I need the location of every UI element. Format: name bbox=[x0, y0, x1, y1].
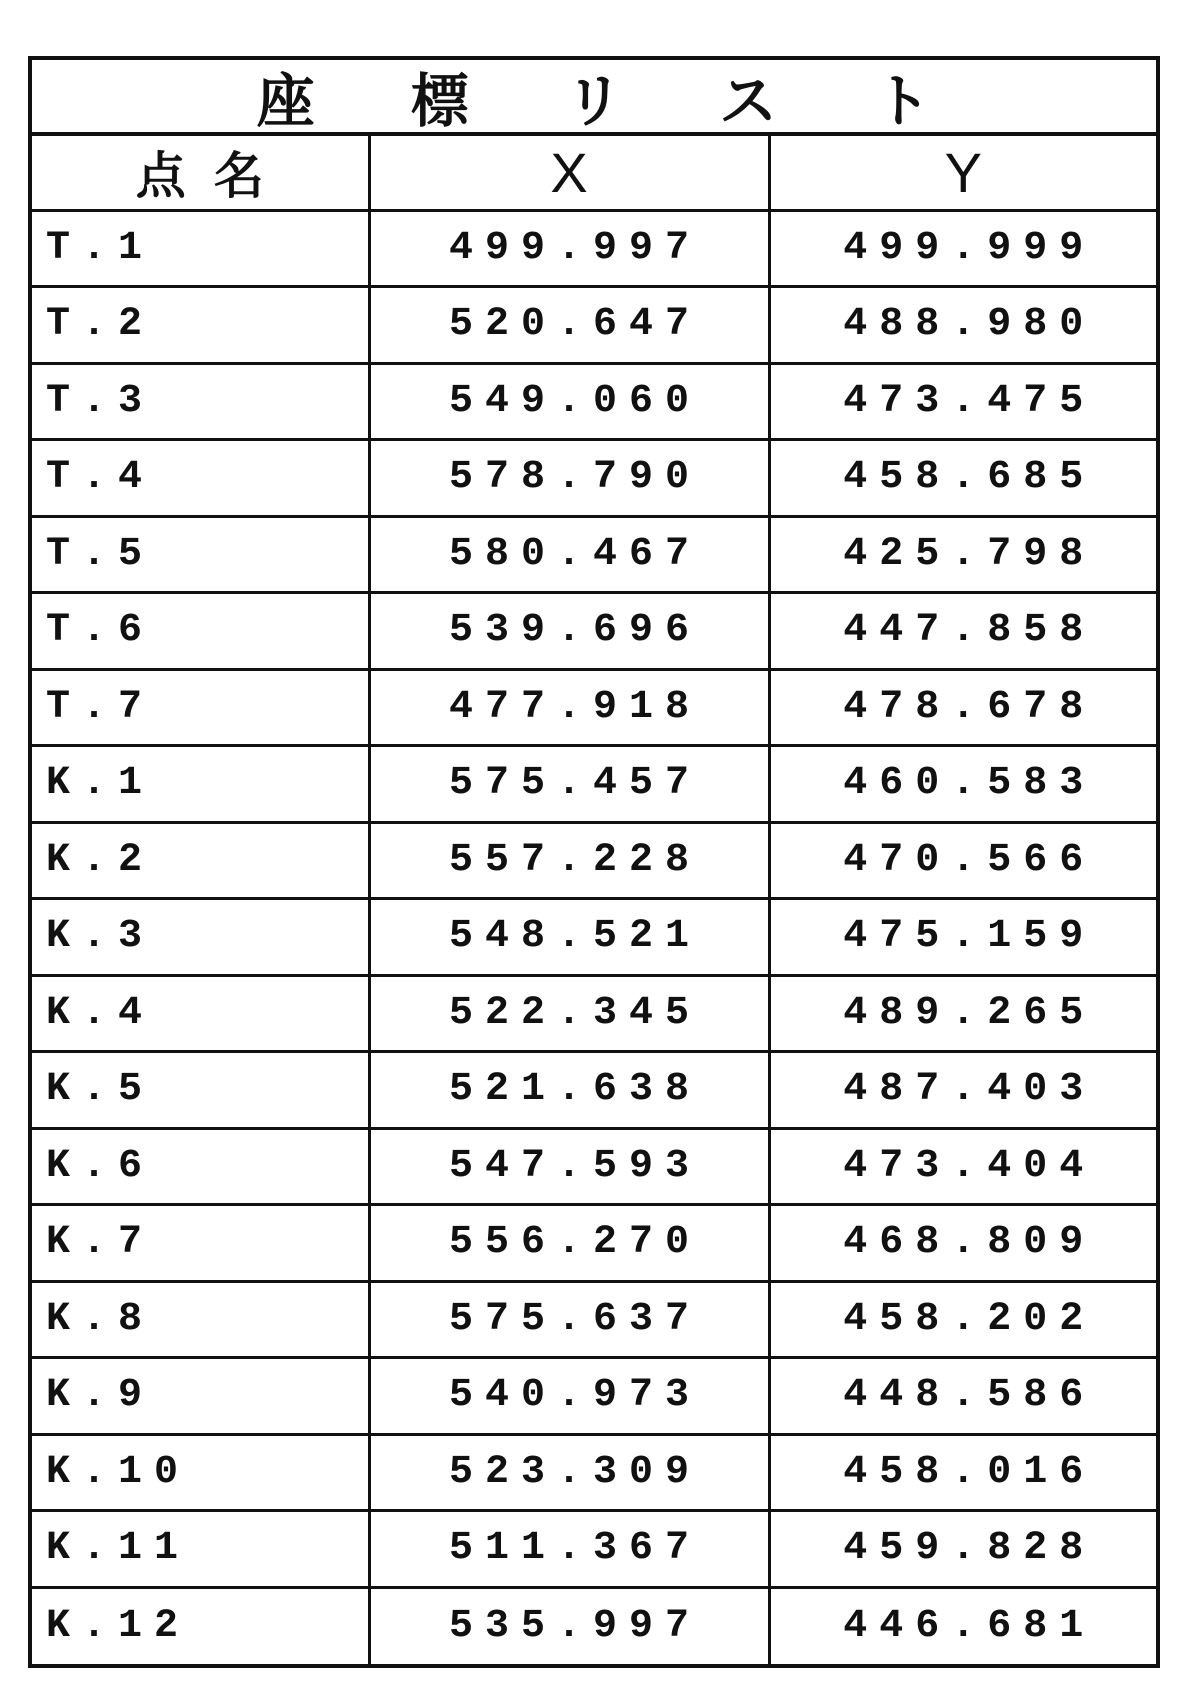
x-coordinate-cell: 557.228 bbox=[369, 822, 769, 899]
table-header bbox=[32, 136, 1156, 210]
header-row bbox=[32, 136, 1156, 210]
x-coordinate-cell: 548.521 bbox=[369, 899, 769, 976]
table-row bbox=[32, 822, 1156, 899]
y-coordinate-cell: 487.403 bbox=[769, 1052, 1156, 1129]
y-coordinate-cell: 468.809 bbox=[769, 1205, 1156, 1282]
point-name-cell: T.6 bbox=[32, 593, 369, 670]
table-row bbox=[32, 899, 1156, 976]
x-coordinate-cell: 539.696 bbox=[369, 593, 769, 670]
point-name-cell: K.10 bbox=[32, 1434, 369, 1511]
header-x: X bbox=[369, 136, 769, 210]
x-coordinate-cell: 580.467 bbox=[369, 516, 769, 593]
table-row bbox=[32, 1587, 1156, 1664]
header-y: Y bbox=[769, 136, 1156, 210]
coordinate-list-table bbox=[28, 56, 1160, 1668]
x-coordinate-cell: 523.309 bbox=[369, 1434, 769, 1511]
x-coordinate-cell: 499.997 bbox=[369, 210, 769, 287]
point-name-cell: T.4 bbox=[32, 440, 369, 517]
y-coordinate-cell: 499.999 bbox=[769, 210, 1156, 287]
point-name-cell: K.2 bbox=[32, 822, 369, 899]
x-coordinate-cell: 547.593 bbox=[369, 1128, 769, 1205]
point-name-cell: T.7 bbox=[32, 669, 369, 746]
y-coordinate-cell: 458.202 bbox=[769, 1281, 1156, 1358]
x-coordinate-cell: 522.345 bbox=[369, 975, 769, 1052]
x-coordinate-cell: 511.367 bbox=[369, 1511, 769, 1588]
x-coordinate-cell: 575.637 bbox=[369, 1281, 769, 1358]
point-name-cell: K.8 bbox=[32, 1281, 369, 1358]
y-coordinate-cell: 473.475 bbox=[769, 363, 1156, 440]
table-row bbox=[32, 287, 1156, 364]
point-name-cell: K.4 bbox=[32, 975, 369, 1052]
x-coordinate-cell: 535.997 bbox=[369, 1587, 769, 1664]
y-coordinate-cell: 459.828 bbox=[769, 1511, 1156, 1588]
y-coordinate-cell: 460.583 bbox=[769, 746, 1156, 823]
y-coordinate-cell: 470.566 bbox=[769, 822, 1156, 899]
coordinate-table bbox=[32, 136, 1156, 1664]
x-coordinate-cell: 556.270 bbox=[369, 1205, 769, 1282]
table-row bbox=[32, 1358, 1156, 1435]
y-coordinate-cell: 475.159 bbox=[769, 899, 1156, 976]
point-name-cell: K.9 bbox=[32, 1358, 369, 1435]
point-name-cell: T.5 bbox=[32, 516, 369, 593]
x-coordinate-cell: 521.638 bbox=[369, 1052, 769, 1129]
y-coordinate-cell: 478.678 bbox=[769, 669, 1156, 746]
point-name-cell: K.12 bbox=[32, 1587, 369, 1664]
point-name-cell: K.7 bbox=[32, 1205, 369, 1282]
point-name-cell: T.1 bbox=[32, 210, 369, 287]
x-coordinate-cell: 575.457 bbox=[369, 746, 769, 823]
point-name-cell: K.11 bbox=[32, 1511, 369, 1588]
table-row bbox=[32, 1052, 1156, 1129]
table-row bbox=[32, 746, 1156, 823]
y-coordinate-cell: 473.404 bbox=[769, 1128, 1156, 1205]
point-name-cell: T.2 bbox=[32, 287, 369, 364]
table-row bbox=[32, 440, 1156, 517]
x-coordinate-cell: 549.060 bbox=[369, 363, 769, 440]
table-row bbox=[32, 1128, 1156, 1205]
table-row bbox=[32, 210, 1156, 287]
table-row bbox=[32, 593, 1156, 670]
y-coordinate-cell: 488.980 bbox=[769, 287, 1156, 364]
y-coordinate-cell: 446.681 bbox=[769, 1587, 1156, 1664]
table-row bbox=[32, 975, 1156, 1052]
y-coordinate-cell: 458.016 bbox=[769, 1434, 1156, 1511]
table-row bbox=[32, 1281, 1156, 1358]
header-point-name: 点名 bbox=[32, 136, 369, 210]
y-coordinate-cell: 458.685 bbox=[769, 440, 1156, 517]
x-coordinate-cell: 578.790 bbox=[369, 440, 769, 517]
table-row bbox=[32, 363, 1156, 440]
table-row bbox=[32, 516, 1156, 593]
point-name-cell: K.6 bbox=[32, 1128, 369, 1205]
point-name-cell: T.3 bbox=[32, 363, 369, 440]
table-row bbox=[32, 1434, 1156, 1511]
y-coordinate-cell: 425.798 bbox=[769, 516, 1156, 593]
table-row bbox=[32, 1511, 1156, 1588]
point-name-cell: K.3 bbox=[32, 899, 369, 976]
x-coordinate-cell: 520.647 bbox=[369, 287, 769, 364]
x-coordinate-cell: 477.918 bbox=[369, 669, 769, 746]
point-name-cell: K.1 bbox=[32, 746, 369, 823]
table-row bbox=[32, 1205, 1156, 1282]
table-body bbox=[32, 210, 1156, 1664]
y-coordinate-cell: 448.586 bbox=[769, 1358, 1156, 1435]
table-row bbox=[32, 669, 1156, 746]
y-coordinate-cell: 489.265 bbox=[769, 975, 1156, 1052]
x-coordinate-cell: 540.973 bbox=[369, 1358, 769, 1435]
table-title: 座 標 リ ス ト bbox=[32, 60, 1156, 136]
point-name-cell: K.5 bbox=[32, 1052, 369, 1129]
y-coordinate-cell: 447.858 bbox=[769, 593, 1156, 670]
